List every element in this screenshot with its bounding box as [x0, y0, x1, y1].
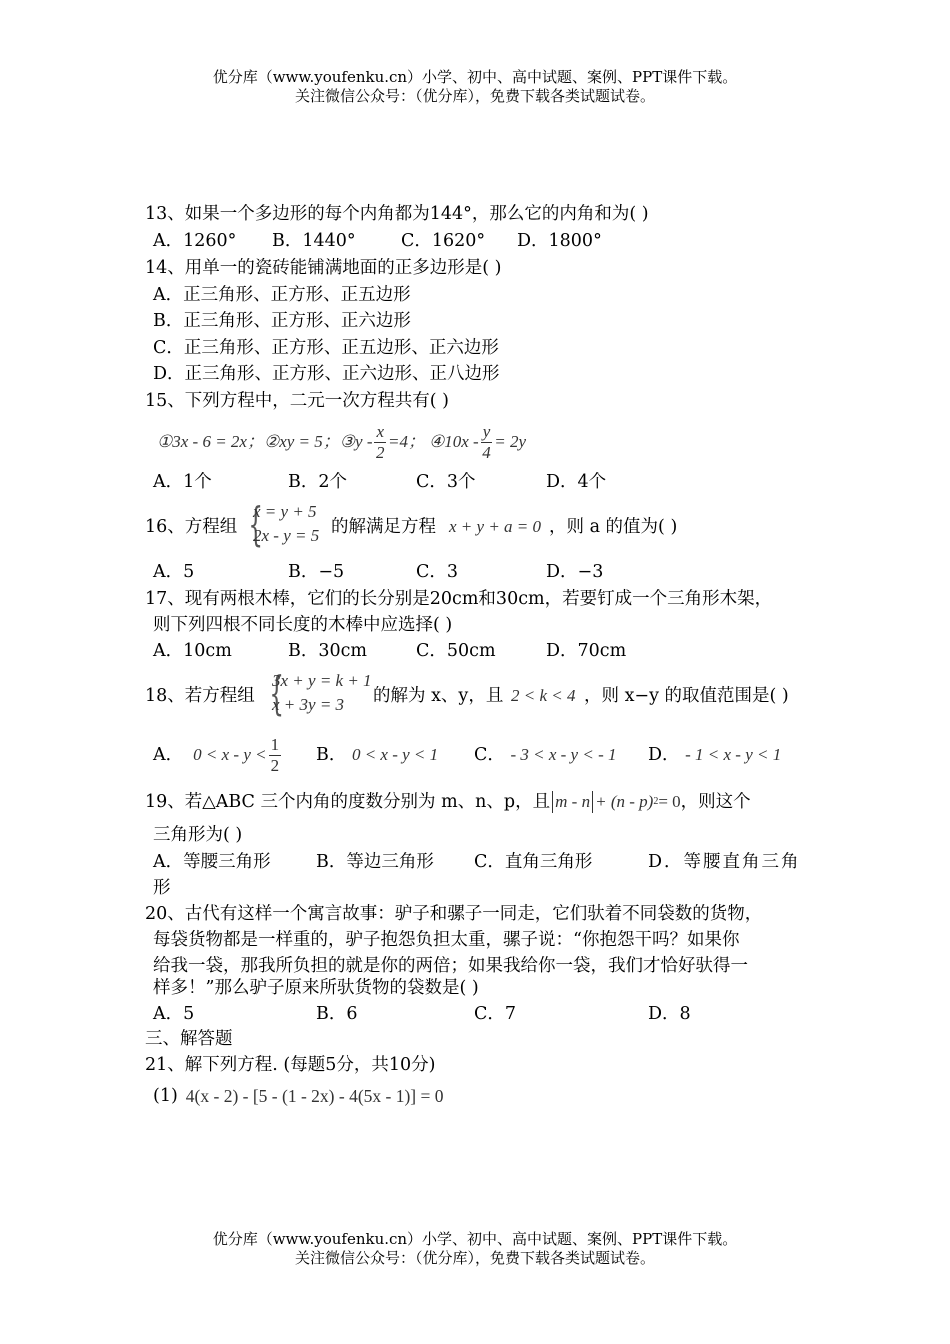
- footer-line-2: 关注微信公众号：（优分库），免费下载各类试题试卷。: [294, 1249, 655, 1267]
- q17-line-2: 则下列四根不同长度的木棒中应选择( ): [153, 615, 453, 635]
- q15-eq2: ②xy = 5；: [263, 432, 340, 451]
- q15-eq3-right: =4；: [388, 432, 426, 451]
- q19-pre: 19、若△ABC 三个内角的度数分别为 m、n、p，且: [145, 792, 551, 812]
- q14-option-a: A．正三角形、正方形、正五边形: [153, 285, 411, 305]
- q15-eq4-right: = 2y: [494, 432, 527, 451]
- q15-eq1: ①3x - 6 = 2x；: [157, 432, 264, 451]
- q16-mid: 的解满足方程: [331, 517, 436, 537]
- q16-option-b: B．−5: [288, 562, 345, 582]
- q15-eq3-numerator: x: [376, 421, 385, 441]
- abs-bar-right: [592, 791, 593, 813]
- q18-post: ，则 x−y 的取值范围是( ): [584, 686, 789, 706]
- q14-stem: 14、用单一的瓷砖能铺满地面的正多边形是( ): [145, 258, 502, 278]
- q18-option-a-numerator: 1: [270, 734, 280, 754]
- q13-option-d: D．1800°: [517, 231, 602, 251]
- q19-option-b: B．等边三角形: [316, 852, 434, 872]
- q18-option-a-denominator: 2: [270, 755, 280, 775]
- q19-option-a: A．等腰三角形: [153, 852, 271, 872]
- q16-system: [253, 500, 319, 548]
- q20-option-b: B．6: [316, 1004, 358, 1024]
- q15-option-b: B．2个: [288, 472, 347, 492]
- q16-system-eq2: 2x - y = 5: [253, 526, 320, 545]
- q18-option-c: [474, 744, 617, 766]
- q13-stem: 13、如果一个多边形的每个内角都为144°，那么它的内角和为( ): [145, 204, 649, 224]
- q21-stem: 21、解下列方程. (每题5分，共10分): [145, 1055, 436, 1075]
- q19-abs-expr: m - n: [555, 792, 591, 811]
- q18-option-c-expr: - 3 < x - y < - 1: [510, 745, 617, 764]
- header-line-1: 优分库（www.youfenku.cn）小学、初中、高中试题、案例、PPT课件下载。: [212, 68, 738, 86]
- q17-option-b: B．30cm: [288, 641, 368, 661]
- q20-line-2: 每袋货物都是一样重的，驴子抱怨负担太重，骡子说：“你抱怨干吗？如果你: [153, 930, 740, 950]
- q17-line-1: 17、现有两根木棒，它们的长分别是20cm和30cm，若要钉成一个三角形木架，: [145, 589, 773, 609]
- q16-option-c: C．3: [416, 562, 459, 582]
- q15-eq4-fraction: [481, 422, 493, 463]
- q17-option-a: A．10cm: [153, 641, 232, 661]
- q14-option-d: D．正三角形、正方形、正六边形、正八边形: [153, 364, 500, 384]
- q20-line-3: 给我一袋，那我所负担的就是你的两倍；如果我给你一袋，我们才恰好驮得一: [153, 956, 748, 976]
- q18-option-c-label: C．: [474, 745, 505, 765]
- q20-line-1: 20、古代有这样一个寓言故事：驴子和骡子一同走，它们驮着不同袋数的货物，: [145, 904, 763, 924]
- q19-exponent: 2: [653, 796, 659, 807]
- q16-system-eq1: x = y + 5: [253, 502, 317, 521]
- q16-pre: 16、方程组: [145, 517, 238, 537]
- q18-option-d-expr: - 1 < x - y < 1: [685, 745, 782, 764]
- abs-bar-left: [552, 791, 553, 813]
- q16-option-a: A．5: [153, 562, 195, 582]
- q18-option-d: [648, 744, 781, 766]
- q15-option-d: D．4个: [546, 472, 607, 492]
- q18-option-a-expr: 0 < x - y <: [193, 745, 267, 764]
- q18-system-eq1: 3x + y = k + 1: [272, 671, 372, 690]
- q18-option-b-expr: 0 < x - y < 1: [351, 745, 439, 764]
- page-footer: [0, 1230, 950, 1268]
- q18-brace: {: [269, 666, 284, 720]
- q18-option-d-label: D．: [648, 745, 680, 765]
- q15-option-c: C．3个: [416, 472, 476, 492]
- q21-part-1: [153, 1085, 444, 1107]
- q16-equation: x + y + a = 0: [449, 517, 542, 536]
- q16-post: ，则 a 的值为( ): [549, 517, 678, 537]
- q20-option-d: D．8: [648, 1004, 691, 1024]
- q15-eq4-left: ④10x -: [429, 432, 479, 451]
- q15-eq4-denominator: 4: [482, 442, 491, 462]
- header-line-2: 关注微信公众号：（优分库），免费下载各类试题试卷。: [294, 87, 655, 105]
- q19-option-d: D．等腰直角三角: [648, 852, 801, 872]
- q19-equals-zero: = 0: [658, 792, 681, 811]
- q18-option-b: [316, 744, 438, 766]
- q18-option-a-label: A．: [153, 745, 184, 765]
- q13-option-a: A．1260°: [153, 231, 237, 251]
- q15-equations: [157, 420, 526, 464]
- q16-option-d: D．−3: [546, 562, 604, 582]
- q19-line-1: [145, 791, 751, 813]
- q20-option-c: C．7: [474, 1004, 517, 1024]
- q15-eq3-fraction: [374, 422, 386, 463]
- q18-option-a: [153, 732, 283, 778]
- q19-option-d-wrap: 形: [153, 878, 171, 898]
- footer-line-1: 优分库（www.youfenku.cn）小学、初中、高中试题、案例、PPT课件下载。: [212, 1230, 738, 1248]
- q19-square-expr: + (n - p): [595, 792, 654, 811]
- q17-option-c: C．50cm: [416, 641, 496, 661]
- q19-option-c: C．直角三角形: [474, 852, 593, 872]
- page-header: [0, 68, 950, 106]
- q15-eq3-denominator: 2: [376, 442, 385, 462]
- q18-option-a-fraction: [269, 735, 282, 776]
- q14-option-b: B．正三角形、正方形、正六边形: [153, 311, 411, 331]
- q18-system-eq2: x + 3y = 3: [272, 695, 345, 714]
- q21-part-1-equation: 4(x - 2) - [5 - (1 - 2x) - 4(5x - 1)] = 0: [185, 1086, 444, 1106]
- q18-option-b-label: B．: [316, 745, 347, 765]
- q15-option-a: A．1个: [153, 472, 212, 492]
- q18-system: [272, 669, 372, 717]
- q20-option-a: A．5: [153, 1004, 195, 1024]
- q15-stem: 15、下列方程中，二元一次方程共有( ): [145, 391, 449, 411]
- q15-eq4-numerator: y: [482, 421, 491, 441]
- q13-option-c: C．1620°: [401, 231, 486, 251]
- q13-option-b: B．1440°: [272, 231, 356, 251]
- q20-line-4: 样多！”那么驴子原来所驮货物的袋数是( ): [153, 978, 479, 998]
- q21-part-1-label: (1): [153, 1086, 178, 1106]
- q18-condition: 2 < k < 4: [511, 686, 576, 705]
- q14-option-c: C．正三角形、正方形、正五边形、正六边形: [153, 338, 499, 358]
- q19-line-2: 三角形为( ): [153, 825, 243, 845]
- q16-brace: {: [248, 497, 263, 551]
- q18-pre: 18、若方程组: [145, 686, 255, 706]
- q17-option-d: D．70cm: [546, 641, 627, 661]
- q19-post: ，则这个: [680, 792, 751, 812]
- q15-eq3-left: ③y -: [339, 432, 373, 451]
- q18-mid: 的解为 x、y，且: [373, 686, 504, 706]
- section-3-heading: 三、解答题: [145, 1029, 233, 1049]
